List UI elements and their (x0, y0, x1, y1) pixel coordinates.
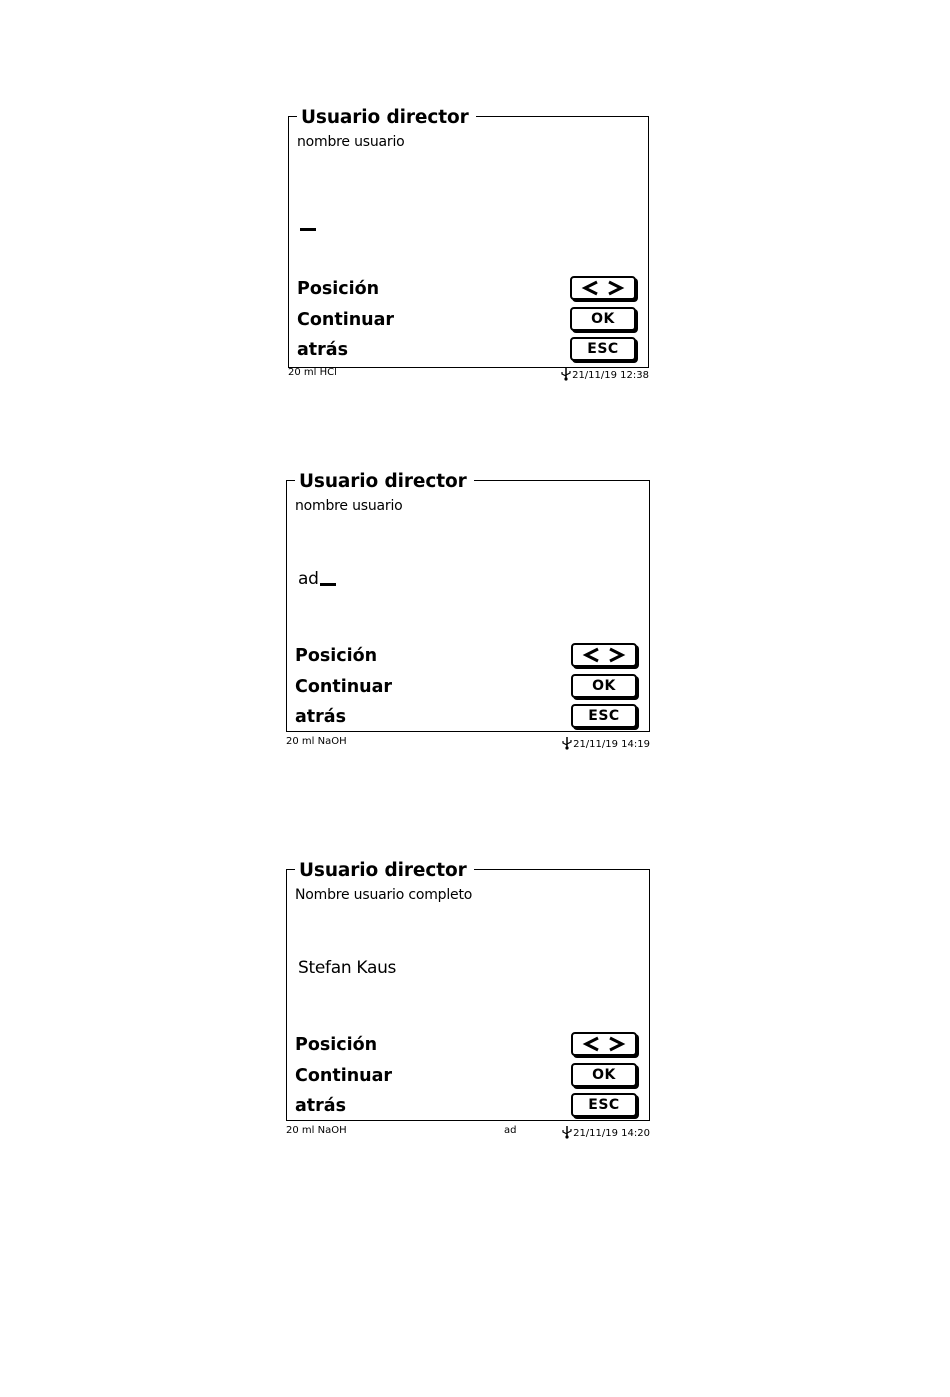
ok-button[interactable]: OK (570, 307, 636, 331)
continue-row (297, 305, 636, 335)
usb-icon (562, 1125, 572, 1139)
text-input[interactable] (300, 214, 316, 234)
position-label: Posición (295, 1035, 378, 1055)
continue-label: Continuar (295, 677, 393, 697)
position-label: Posición (297, 279, 380, 299)
left-right-arrows-icon (581, 280, 625, 296)
input-value: Stefan Kaus (298, 958, 397, 978)
screen-3 (286, 860, 650, 1140)
continue-row (295, 1061, 637, 1091)
datetime-text: 21/11/19 14:20 (573, 1128, 650, 1139)
field-prompt: nombre usuario (297, 134, 405, 150)
input-value: ad (298, 569, 319, 589)
dialog-frame (286, 860, 650, 1121)
screen-1 (288, 107, 649, 386)
left-right-arrows-icon (582, 647, 626, 663)
status-datetime (561, 367, 649, 382)
arrows-key-button[interactable] (571, 643, 637, 667)
back-row (295, 702, 637, 732)
position-row (297, 274, 636, 304)
solution-label: 20 ml NaOH (286, 736, 347, 747)
field-prompt: nombre usuario (295, 498, 403, 514)
esc-button[interactable]: ESC (570, 337, 636, 361)
usb-icon (562, 736, 572, 750)
dialog-title: Usuario director (297, 108, 476, 128)
position-row (295, 641, 637, 671)
back-label: atrás (297, 340, 349, 360)
dialog-title: Usuario director (295, 472, 474, 492)
field-prompt: Nombre usuario completo (295, 887, 473, 903)
dialog-title: Usuario director (295, 861, 474, 881)
solution-label: 20 ml HCl (288, 367, 337, 378)
ok-button[interactable]: OK (571, 674, 637, 698)
back-row (295, 1091, 637, 1121)
continue-label: Continuar (297, 310, 395, 330)
back-label: atrás (295, 1096, 347, 1116)
continue-row (295, 672, 637, 702)
usb-icon (561, 367, 571, 381)
back-row (297, 335, 636, 365)
position-row (295, 1030, 637, 1060)
back-label: atrás (295, 707, 347, 727)
esc-button[interactable]: ESC (571, 704, 637, 728)
text-input[interactable] (298, 958, 396, 978)
arrows-key-button[interactable] (570, 276, 636, 300)
text-cursor (320, 583, 336, 586)
text-input[interactable] (298, 569, 336, 589)
left-right-arrows-icon (582, 1036, 626, 1052)
position-label: Posición (295, 646, 378, 666)
continue-label: Continuar (295, 1066, 393, 1086)
screen-2 (286, 471, 650, 751)
arrows-key-button[interactable] (571, 1032, 637, 1056)
dialog-frame (288, 107, 649, 368)
esc-button[interactable]: ESC (571, 1093, 637, 1117)
ok-button[interactable]: OK (571, 1063, 637, 1087)
datetime-text: 21/11/19 14:19 (573, 739, 650, 750)
dialog-frame (286, 471, 650, 732)
datetime-text: 21/11/19 12:38 (572, 370, 649, 381)
solution-label: 20 ml NaOH (286, 1125, 347, 1136)
status-datetime (562, 736, 650, 751)
status-datetime (562, 1125, 650, 1140)
text-cursor (300, 228, 316, 231)
user-label: ad (504, 1125, 517, 1136)
